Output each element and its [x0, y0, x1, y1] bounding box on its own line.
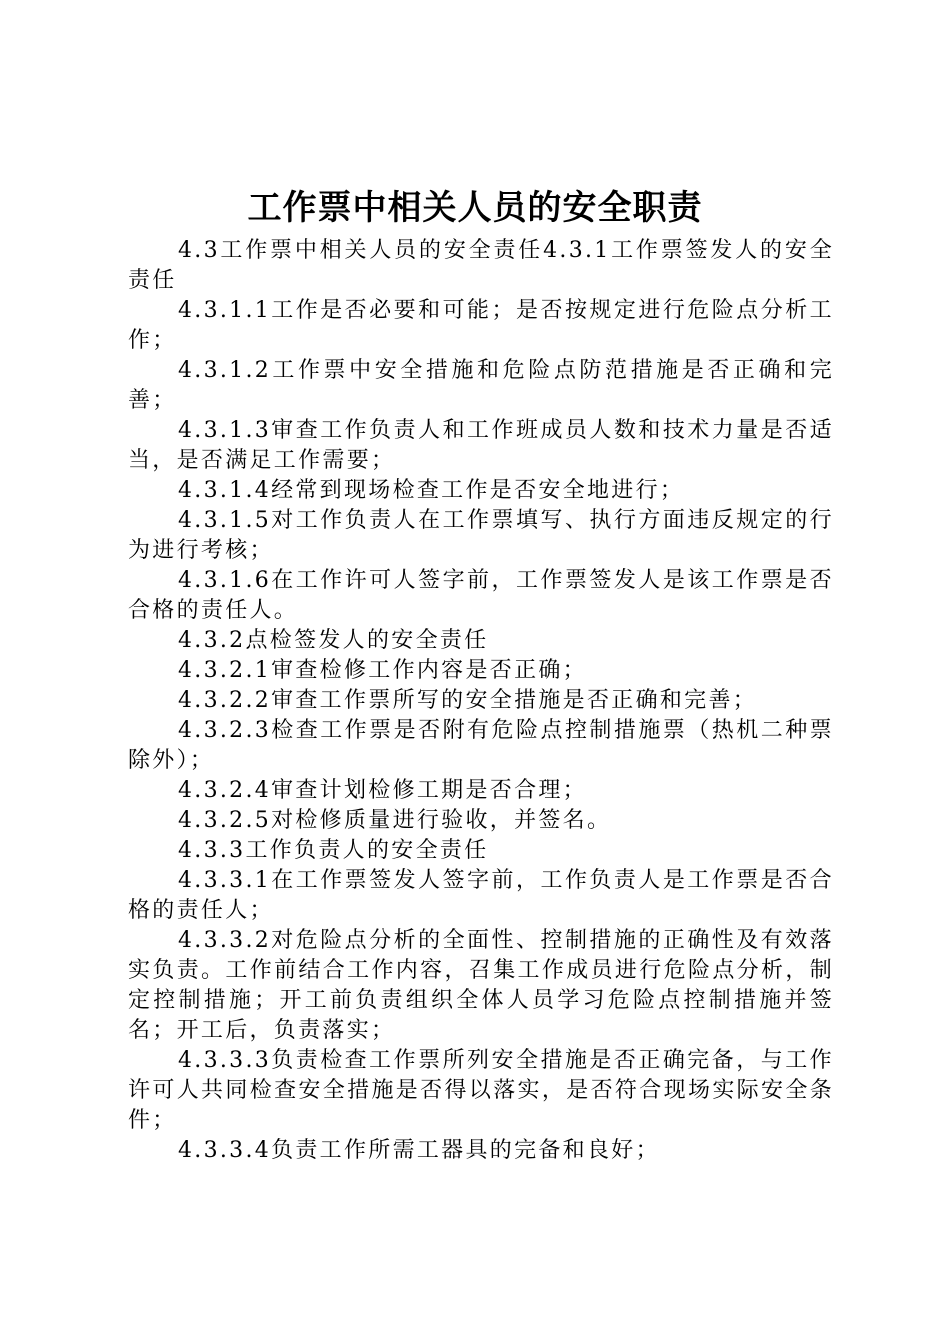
paragraph: 4.3.3.1在工作票签发人签字前，工作负责人是工作票是否合格的责任人； [128, 868, 834, 923]
paragraph: 4.3.1.3审查工作负责人和工作班成员人数和技术力量是否适当，是否满足工作需要； [128, 418, 834, 473]
paragraph: 4.3.3.4负责工作所需工器具的完备和良好； [178, 1138, 660, 1163]
paragraph: 4.3.2点检签发人的安全责任 [178, 628, 489, 653]
paragraph: 4.3.1.6在工作许可人签字前，工作票签发人是该工作票是否合格的责任人。 [128, 568, 834, 623]
paragraph: 4.3.2.4审查计划检修工期是否合理； [178, 778, 587, 803]
paragraph: 4.3.1.4经常到现场检查工作是否安全地进行； [178, 478, 685, 503]
paragraph: 4.3.2.5对检修质量进行验收，并签名。 [178, 808, 612, 833]
paragraph: 4.3.3.2对危险点分析的全面性、控制措施的正确性及有效落实负责。工作前结合工作内容，召集工作成员进行危险点分析，制定控制措施；开工前负责组织全体人员学习危险点控制措施并签名；开工后，负责落实； [128, 928, 834, 1043]
paragraph: 4.3.1.2工作票中安全措施和危险点防范措施是否正确和完善； [128, 358, 834, 413]
paragraph: 4.3.2.2审查工作票所写的安全措施是否正确和完善； [178, 688, 758, 713]
paragraph: 4.3.1.5对工作负责人在工作票填写、执行方面违反规定的行为进行考核； [128, 508, 834, 563]
paragraph: 4.3.3工作负责人的安全责任 [178, 838, 489, 863]
paragraph: 4.3.2.1审查检修工作内容是否正确； [178, 658, 587, 683]
paragraph: 4.3.3.3负责检查工作票所列安全措施是否正确完备，与工作许可人共同检查安全措施是否得以落实，是否符合现场实际安全条件； [128, 1048, 834, 1133]
document-body [128, 236, 834, 1166]
paragraph: 4.3.1.1工作是否必要和可能；是否按规定进行危险点分析工作； [128, 298, 834, 353]
paragraph: 4.3工作票中相关人员的安全责任4.3.1工作票签发人的安全责任 [128, 238, 834, 293]
paragraph: 4.3.2.3检查工作票是否附有危险点控制措施票（热机二种票除外）； [128, 718, 834, 773]
document-title: 工作票中相关人员的安全职责 [247, 188, 703, 228]
